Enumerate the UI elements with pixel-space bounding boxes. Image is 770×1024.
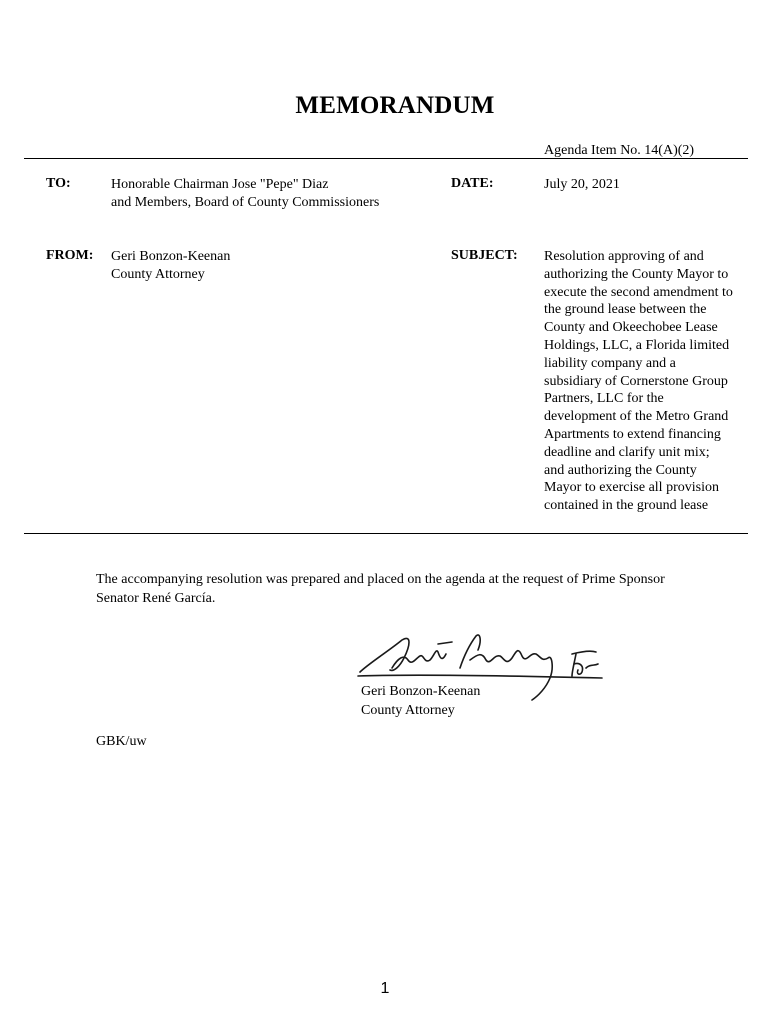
body-line: Senator René García. [96, 590, 216, 606]
to-line: and Members, Board of County Commissioners [111, 194, 380, 210]
subject-line: development of the Metro Grand [544, 409, 729, 425]
page-number: 1 [380, 980, 390, 997]
to-recipients [111, 176, 379, 212]
subject-line: authorizing the County Mayor to [544, 266, 729, 282]
to-line: Honorable Chairman Jose "Pepe" Diaz [111, 177, 329, 192]
signature-name: Geri Bonzon-Keenan [361, 684, 481, 699]
subject-line: Holdings, LLC, a Florida limited [544, 337, 730, 353]
subject-line: Partners, LLC for the [544, 391, 664, 407]
signature-title: County Attorney [361, 703, 455, 718]
subject-text [544, 248, 754, 515]
divider-rule [24, 533, 748, 534]
from-sender [111, 248, 230, 284]
subject-line: subsidiary of Cornerstone Group [544, 373, 728, 389]
subject-line: deadline and clarify unit mix; [544, 444, 710, 460]
subject-line: Resolution approving of and [544, 249, 704, 264]
from-line: Geri Bonzon-Keenan [111, 249, 231, 264]
body-paragraph [96, 571, 736, 608]
subject-line: the ground lease between the [544, 302, 707, 318]
subject-line: Apartments to extend financing [544, 426, 721, 442]
subject-line: execute the second amendment to [544, 284, 733, 300]
subject-line: liability company and a [544, 355, 676, 371]
body-line: The accompanying resolution was prepared and placed on the agenda at the request of Prime Sponsor [96, 572, 665, 587]
date-label: DATE: [451, 176, 494, 191]
subject-line: County and Okeechobee Lease [544, 320, 718, 336]
signature-block [361, 682, 480, 720]
agenda-item: Agenda Item No. 14(A)(2) [544, 143, 695, 158]
to-label: TO: [46, 176, 71, 191]
date-value: July 20, 2021 [544, 177, 620, 192]
subject-label: SUBJECT: [451, 248, 518, 263]
memorandum-title: MEMORANDUM [295, 92, 495, 119]
from-label: FROM: [46, 248, 94, 263]
author-initials: GBK/uw [96, 734, 147, 749]
from-line: County Attorney [111, 266, 205, 282]
subject-line: and authorizing the County [544, 462, 697, 478]
header-rule [24, 158, 748, 159]
subject-line: contained in the ground lease [544, 498, 709, 514]
subject-line: Mayor to exercise all provision [544, 480, 719, 496]
